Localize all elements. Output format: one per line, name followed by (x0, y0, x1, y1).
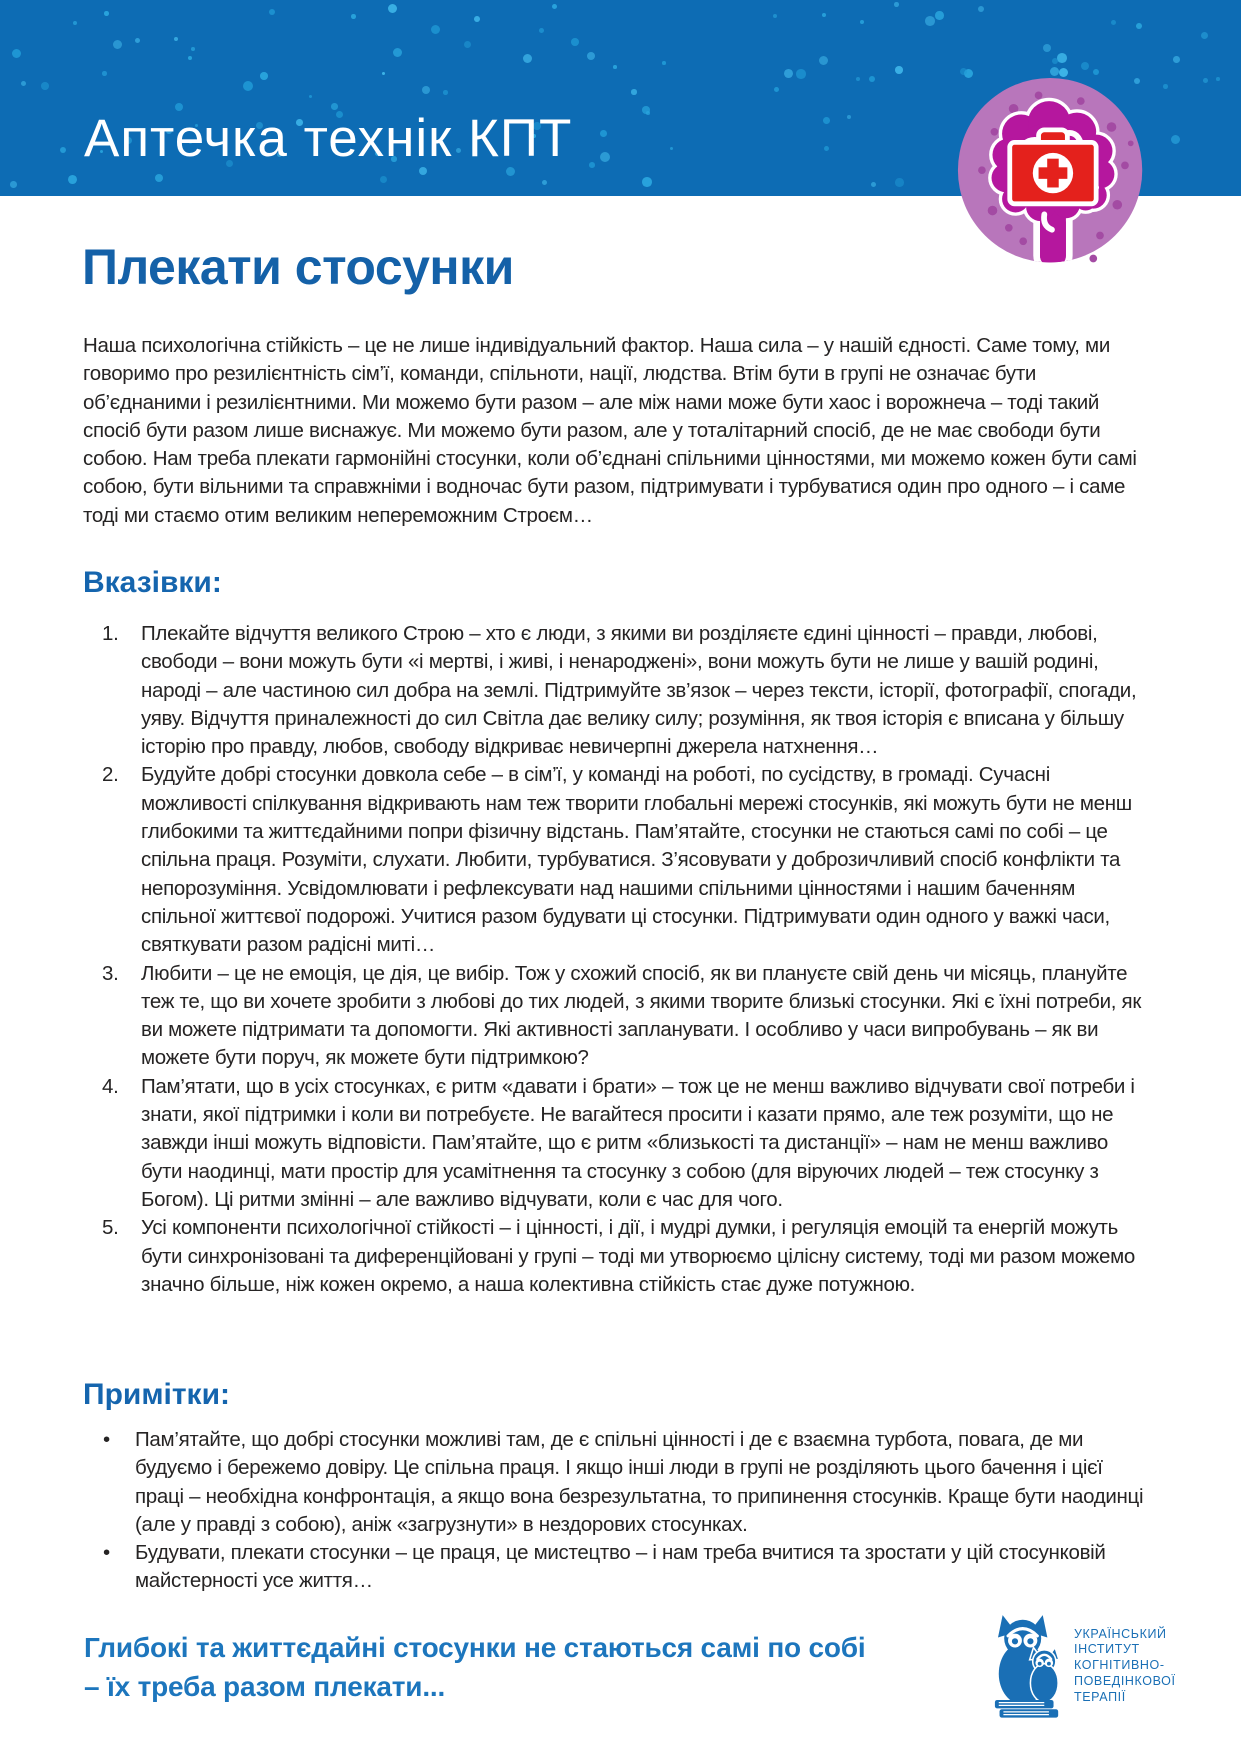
list-item-number: 3. (102, 961, 119, 985)
list-item (83, 620, 1145, 761)
page-title: Плекати стосунки (82, 239, 514, 295)
institute-name-line: ТЕРАПІЇ (1074, 1689, 1126, 1704)
list-item-text: Будувати, плекати стосунки – це праця, це мистецтво – і нам треба вчитися та зростати у цій стосунковій майстерності усе життя… (135, 1541, 1106, 1593)
institute-name-line: ІНСТИТУТ (1074, 1642, 1140, 1657)
institute-name-line: УКРАЇНСЬКИЙ (1074, 1626, 1167, 1641)
list-item-text: Пам’ятайте, що добрі стосунки можливі там, де є спільні цінності і де є взаємна турбота, повага, де ми будуємо і бережемо довіру. Це спільна праця. І якщо інші люди в групі не розділяють цього бачення і цієї праці – необхідна конфронтація, а якщо вона безрезультатна, то припинення стосунків. Краще бути наодинці (але у правді з собою), аніж «загрузнути» в нездорових стосунках. (135, 1428, 1144, 1536)
institute-name (1074, 1627, 1176, 1706)
app-title: Аптечка технік КПТ (84, 109, 573, 168)
instructions-heading: Вказівки: (83, 566, 222, 599)
institute-logo (990, 1612, 1176, 1720)
list-item (83, 1426, 1145, 1539)
list-item-text: Усі компоненти психологічної стійкості – і цінності, і дії, і мудрі думки, і регуляція емоцій та енергій можуть бути синхронізовані та диференційовані у групі – тоді ми утворюємо цілісну систему, тоді ми разом можемо значно більше, ніж кожен окремо, а наша колективна стійкість стає дуже потужною. (141, 1216, 1135, 1296)
list-item-text: Будуйте добрі стосунки довкола себе – в сім’ї, у команді на роботі, по сусідству, в громаді. Сучасні можливості спілкування відкривають нам теж творити глобальні мережі стосунків, які можуть бути не менш глибокими та життєдайними попри фізичну відстань. Пам’ятайте, стосунки не стаються самі по собі – це спільна праця. Розуміти, слухати. Любити, турбуватися. З’ясовувати у доброзичливий спосіб конфлікти та непорозуміння. Усвідомлювати і рефлексувати над нашими спільними цінностями і нашим баченням спільної життєвої подорожі. Учитися разом будувати ці стосунки. Підтримувати один одного у важкі часи, святкувати разом радісні миті… (141, 763, 1132, 957)
intro-paragraph: Наша психологічна стійкість – це не лише індивідуальний фактор. Наша сила – у нашій єдності. Саме тому, ми говоримо про резилієнтність сім’ї, команди, спільноти, нації, людства. Втім бути в групі не означає бути об’єднаними і резилієнтними. Ми можемо бути разом – але між нами може бути хаос і ворожнеча – тоді такий спосіб бути разом лише виснажує. Ми можемо бути разом, але у тоталітарний спосіб, де не має свободи бути собою. Нам треба плекати гармонійні стосунки, коли об’єднані спільними цінностями, ми можемо кожен бути самі собою, бути вільними та справжніми і водночас бути разом, підтримувати і турбуватися один про одного – і саме тоді ми стаємо отим великим непереможним Строєм… (83, 334, 1137, 527)
list-item-number: 2. (102, 763, 119, 787)
notes-list (83, 1426, 1145, 1596)
list-item (83, 1539, 1145, 1596)
instructions-list (83, 620, 1145, 1299)
list-item-number: 1. (102, 622, 119, 645)
footer-quote-line1: Глибокі та життєдайні стосунки не стаються самі по собі (84, 1632, 866, 1663)
footer-quote (84, 1628, 884, 1706)
list-item (83, 761, 1145, 959)
notes-heading: Примітки: (83, 1378, 230, 1411)
bullet-icon: • (103, 1428, 110, 1451)
list-item-text: Пам’ятати, що в усіх стосунках, є ритм «давати і брати» – тож це не менш важливо відчувати свої потреби і знати, якої підтримки і коли ви потребуєте. Не вагайтеся просити і казати прямо, але теж розуміти, що не завжди інші можуть відповісти. Пам’ятайте, що є ритм «близькості та дистанції» – нам не менш важливо бути наодинці, мати простір для усамітнення та стосунку з собою (для віруючих людей – теж стосунку з Богом). Ці ритми змінні – але важливо відчувати, коли є час для чого. (141, 1074, 1135, 1211)
list-item (83, 960, 1145, 1073)
list-item (83, 1214, 1145, 1299)
list-item-number: 4. (102, 1074, 119, 1098)
brain-first-aid-icon (956, 74, 1148, 276)
footer-quote-line2: – їх треба разом плекати... (84, 1671, 446, 1702)
list-item-text: Любити – це не емоція, це дія, це вибір. Тож у схожий спосіб, як ви плануєте свій день чи місяць, плануйте теж те, що ви хочете зробити з любові до тих людей, з якими творите близькі стосунки. Які є їхні потреби, як ви можете підтримати та допомогти. Які активності запланувати. І особливо у часи випробувань – як ви можете бути поруч, як можете бути підтримкою? (141, 961, 1142, 1070)
list-item-number: 5. (102, 1216, 119, 1240)
list-item (83, 1073, 1145, 1214)
list-item-text: Плекайте відчуття великого Строю – хто є люди, з якими ви розділяєте єдині цінності – правди, любові, свободи – вони можуть бути «і мертві, і живі, і ненароджені», вони можуть бути не лише у вашій родині, народі – але частиною сил добра на землі. Підтримуйте зв’язок – через тексти, історії, фотографії, спогади, уяву. Відчуття приналежності до сил Світла дає велику силу; розуміння, як твоя історія є вписана у більшу історію про правду, любов, свободу відкриває невичерпні джерела натхнення… (141, 622, 1137, 759)
institute-name-line: КОГНІТИВНО- (1074, 1658, 1165, 1673)
institute-name-line: ПОВЕДІНКОВОЇ (1074, 1673, 1176, 1688)
owl-institute-icon (990, 1612, 1060, 1720)
bullet-icon: • (103, 1541, 110, 1565)
